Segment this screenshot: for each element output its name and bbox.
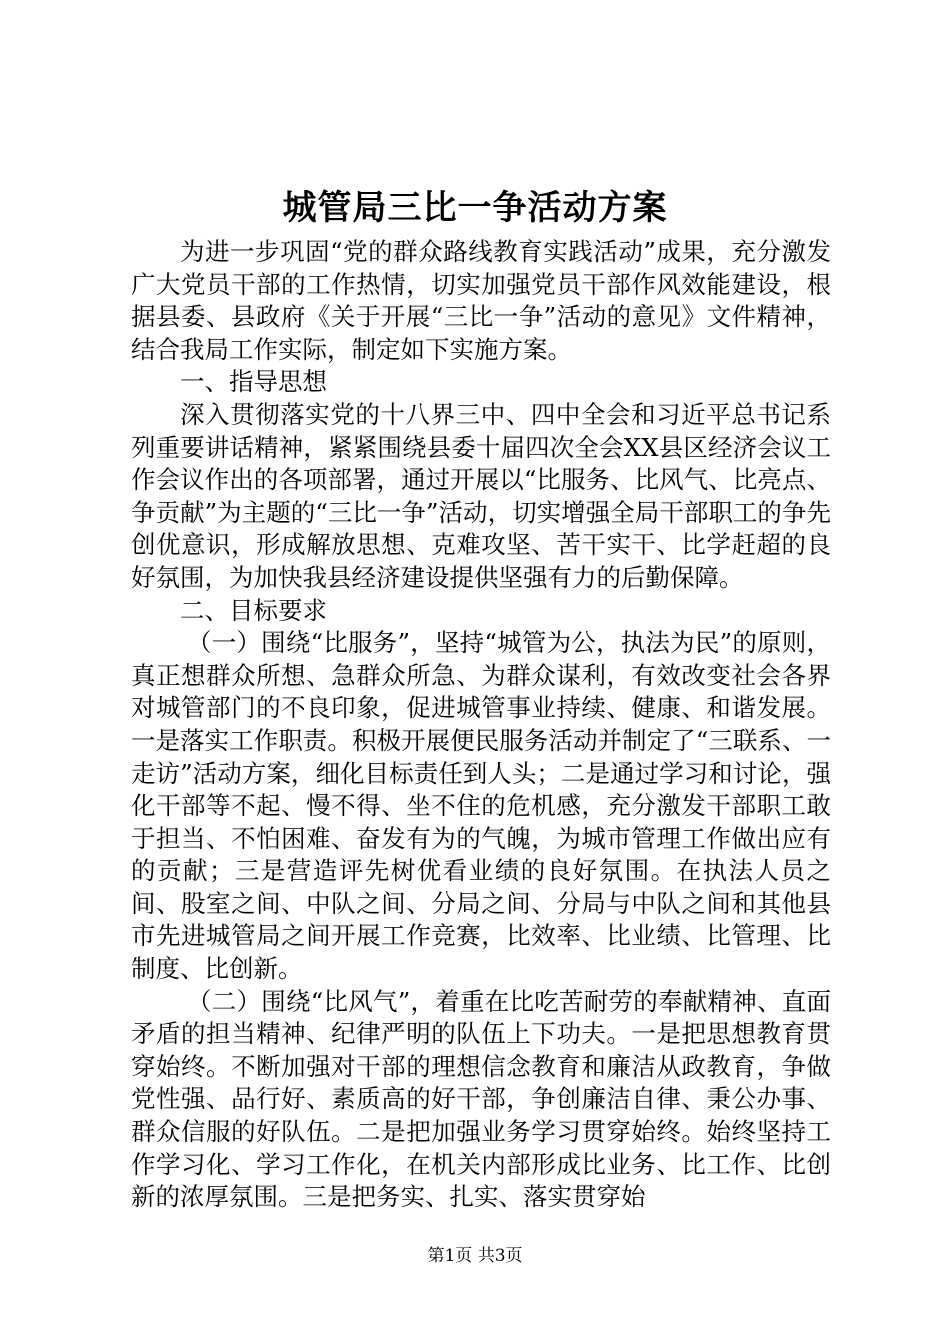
guiding-ideology-paragraph: 深入贯彻落实党的十八界三中、四中全会和习近平总书记系列重要讲话精神，紧紧围绕县委十届四次全会XX县区经济会议工作会议作出的各项部署，通过开展以“比服务、比风气、比亮点、争贡献”为主题的“三比一争”活动，切实增强全局干部职工的争先创优意识，形成解放思想、克难攻坚、苦干实干、比学赶超的良好氛围，为加快我县经济建设提供坚强有力的后勤保障。: [131, 399, 831, 592]
document-body: [131, 236, 831, 1214]
section-heading-target-requirements: 二、目标要求: [180, 595, 327, 625]
page-number-footer: 第1页 共3页: [427, 1246, 523, 1266]
intro-paragraph: 为进一步巩固“党的群众路线教育实践活动”成果，充分激发广大党员干部的工作热情，切实加强党员干部作风效能建设，根据县委、县政府《关于开展“三比一争”活动的意见》文件精神，结合我局工作实际，制定如下实施方案。: [131, 237, 831, 364]
service-paragraph: （一）围绕“比服务”，坚持“城管为公，执法为民”的原则，真正想群众所想、急群众所急、为群众谋利，有效改变社会各界对城管部门的不良印象，促进城管事业持续、健康、和谐发展。一是落实工作职责。积极开展便民服务活动并制定了“三联系、一走访”活动方案，细化目标责任到人头；二是通过学习和讨论，强化干部等不起、慢不得、坐不住的危机感，充分激发干部职工敢于担当、不怕困难、奋发有为的气魄，为城市管理工作做出应有的贡献；三是营造评先树优看业绩的良好氛围。在执法人员之间、股室之间、中队之间、分局之间、分局与中队之间和其他县市先进城管局之间开展工作竞赛，比效率、比业绩、比管理、比制度、比创新。: [131, 628, 831, 984]
document-title: 城管局三比一争活动方案: [282, 188, 668, 228]
style-paragraph: （二）围绕“比风气”，着重在比吃苦耐劳的奉献精神、直面矛盾的担当精神、纪律严明的队伍上下功夫。一是把思想教育贯穿始终。不断加强对干部的理想信念教育和廉洁从政教育，争做党性强、品行好、素质高的好干部，争创廉洁自律、秉公办事、群众信服的好队伍。二是把加强业务学习贯穿始终。始终坚持工作学习化、学习工作化，在机关内部形成比业务、比工作、比创新的浓厚氛围。三是把务实、扎实、落实贯穿始: [131, 986, 831, 1212]
section-heading-guiding-ideology: 一、指导思想: [180, 367, 327, 397]
